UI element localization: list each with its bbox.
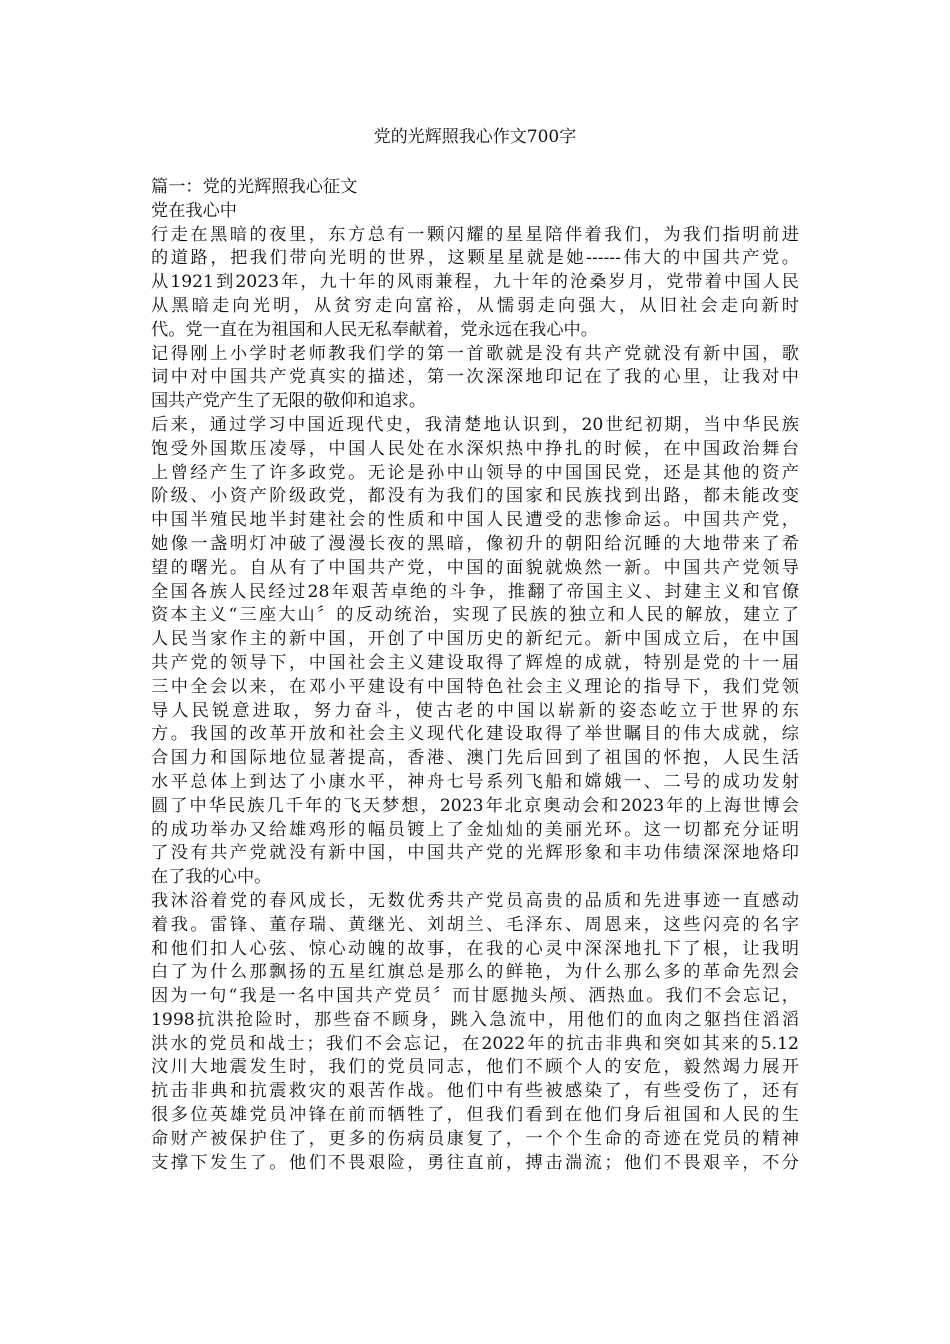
text-line: 从1921到2023年，九十年的风雨兼程，九十年的沧桑岁月，党带着中国人民 — [151, 272, 799, 293]
text-line: 水平总体上到达了小康水平，神舟七号系列飞船和嫦娥一、二号的成功发射 — [151, 771, 799, 792]
text-line: 圆了中华民族几千年的飞天梦想，2023年北京奥动会和2023年的上海世博会 — [151, 795, 799, 816]
text-line: 合国力和国际地位显著提高，香港、澳门先后回到了祖国的怀抱，人民生活 — [151, 748, 799, 769]
text-line: 方。我国的改革开放和社会主义现代化建设取得了举世瞩目的伟大成就，综 — [151, 724, 799, 745]
text-line: 命财产被保护住了，更多的伤病员康复了，一个个生命的奇迹在党员的精神 — [151, 1128, 799, 1149]
text-line: 支撑下发生了。他们不畏艰险，勇往直前，搏击湍流；他们不畏艰辛，不分 — [151, 1152, 799, 1173]
text-line: 了没有共产党就没有新中国，中国共产党的光辉形象和丰功伟绩深深地烙印 — [151, 843, 799, 864]
text-line: 和他们扣人心弦、惊心动魄的故事，在我的心灵中深深地扎下了根，让我明 — [151, 938, 799, 959]
text-line: 全国各族人民经过28年艰苦卓绝的斗争，推翻了帝国主义、封建主义和官僚 — [151, 581, 799, 602]
text-line: 导人民锐意进取，努力奋斗，使古老的中国以崭新的姿态屹立于世界的东 — [151, 700, 799, 721]
text-line: 词中对中国共产党真实的描述，第一次深深地印记在了我的心里，让我对中 — [151, 367, 799, 388]
text-line: 国共产党产生了无限的敬仰和追求。 — [151, 391, 427, 412]
text-line: 从黑暗走向光明，从贫穷走向富裕，从懦弱走向强大，从旧社会走向新时 — [151, 295, 799, 316]
text-line: 行走在黑暗的夜里，东方总有一颗闪耀的星星陪伴着我们，为我们指明前进 — [151, 224, 799, 245]
text-line: 共产党的领导下，中国社会主义建设取得了辉煌的成就，特别是党的十一届 — [151, 652, 799, 673]
text-line: 资本主义“三座大山〞的反动统治，实现了民族的独立和人民的解放，建立了 — [151, 605, 799, 626]
text-line: 1998抗洪抢险时，那些奋不顾身，跳入急流中，用他们的血肉之躯挡住滔滔 — [151, 1009, 799, 1030]
text-line: 饱受外国欺压凌辱，中国人民处在水深炽热中挣扎的时候，在中国政治舞台 — [151, 438, 799, 459]
text-line: 着我。雷锋、董存瑞、黄继光、刘胡兰、毛泽东、周恩来，这些闪亮的名字 — [151, 914, 799, 935]
text-line: 中国半殖民地半封建社会的性质和中国人民遭受的悲惨命运。中国共产党， — [151, 510, 799, 531]
text-line: 后来，通过学习中国近现代史，我清楚地认识到，20世纪初期，当中华民族 — [151, 414, 799, 435]
document-body — [151, 176, 799, 1175]
text-line: 的成功举办又给雄鸡形的幅员镀上了金灿灿的美丽光环。这一切都充分证明 — [151, 819, 799, 840]
text-line: 汶川大地震发生时，我们的党员同志，他们不顾个人的安危，毅然竭力展开 — [151, 1057, 799, 1078]
text-line: 洪水的党员和战士；我们不会忘记，在2022年的抗击非典和突如其来的5.12 — [151, 1033, 799, 1054]
text-line: 记得刚上小学时老师教我们学的第一首歌就是没有共产党就没有新中国，歌 — [151, 343, 799, 364]
text-line: 因为一句“我是一名中国共产党员〞而甘愿抛头颅、洒热血。我们不会忘记， — [151, 986, 799, 1007]
text-line: 望的曙光。自从有了中国共产党，中国的面貌就焕然一新。中国共产党领导 — [151, 557, 799, 578]
text-line: 我沐浴着党的春风成长，无数优秀共产党员高贵的品质和先进事迹一直感动 — [151, 890, 799, 911]
text-line: 上曾经产生了许多政党。无论是孙中山领导的中国国民党，还是其他的资产 — [151, 462, 799, 483]
subtitle: 篇一：党的光辉照我心征文 — [151, 177, 358, 197]
text-line: 阶级、小资产阶级政党，都没有为我们的国家和民族找到出路，都未能改变 — [151, 486, 799, 507]
text-line: 人民当家作主的新中国，开创了中国历史的新纪元。新中国成立后，在中国 — [151, 629, 799, 650]
text-line: 白了为什么那飘扬的五星红旗总是那么的鲜艳，为什么那么多的革命先烈会 — [151, 962, 799, 983]
text-line: 的道路，把我们带向光明的世界，这颗星星就是她------伟大的中国共产党。 — [151, 248, 799, 269]
section-heading: 党在我心中 — [151, 200, 237, 221]
text-line: 在了我的心中。 — [151, 867, 272, 888]
text-line: 抗击非典和抗震救灾的艰苦作战。他们中有些被感染了，有些受伤了，还有 — [151, 1081, 799, 1102]
text-line: 很多位英雄党员冲锋在前而牺牲了，但我们看到在他们身后祖国和人民的生 — [151, 1105, 799, 1126]
text-line: 她像一盏明灯冲破了漫漫长夜的黑暗，像初升的朝阳给沉睡的大地带来了希 — [151, 533, 799, 554]
document-title: 党的光辉照我心作文700字 — [373, 127, 577, 147]
text-line: 代。党一直在为祖国和人民无私奉献着，党永远在我心中。 — [151, 319, 598, 340]
text-line: 三中全会以来，在邓小平建设有中国特色社会主义理论的指导下，我们党领 — [151, 676, 799, 697]
